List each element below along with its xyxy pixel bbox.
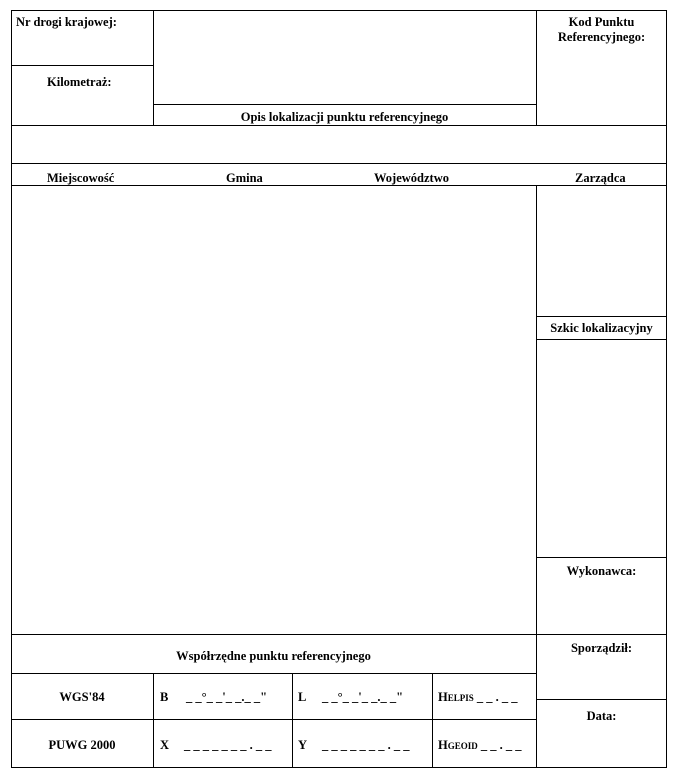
- wykonawca-top-line: [536, 557, 667, 558]
- coords-title-bottom: [11, 673, 536, 674]
- coords-row-divider: [11, 719, 536, 720]
- coords-col-1: [153, 673, 154, 768]
- opis-top-line: [153, 104, 536, 105]
- b-pattern: _ _°_ _'_ _._ _": [186, 690, 268, 704]
- b-label: B: [160, 690, 169, 704]
- l-label: L: [298, 690, 307, 704]
- zarzadca-label: Zarządca: [575, 171, 626, 185]
- header-left-divider: [153, 10, 154, 125]
- miejscowosc-label: Miejscowość: [47, 171, 115, 185]
- szkic-bottom-line: [536, 339, 667, 340]
- h-elips-prefix: H: [438, 690, 448, 704]
- header-bottom-line: [11, 125, 667, 126]
- wgs84-label: WGS'84: [59, 690, 105, 704]
- wykonawca-label: Wykonawca:: [566, 564, 637, 578]
- puwg2000-label: PUWG 2000: [48, 738, 116, 752]
- sporzadzil-top-line: [536, 634, 667, 635]
- szkic-lokalizacyjny-label: Szkic lokalizacyjny: [550, 321, 653, 335]
- nr-kilometraz-divider: [11, 65, 153, 66]
- x-label: X: [160, 738, 170, 752]
- kod-punktu-label-2: Referencyjnego:: [557, 30, 646, 44]
- h-geoid-field: [438, 738, 522, 753]
- szkic-top-line: [536, 316, 667, 317]
- h-geoid-pattern: _ _ . _ _: [480, 738, 522, 752]
- h-geoid-prefix: H: [438, 738, 448, 752]
- coords-col-3: [432, 673, 433, 768]
- x-pattern: _ _ _ _ _ _ _ . _ _: [184, 738, 272, 752]
- y-pattern: _ _ _ _ _ _ _ . _ _: [322, 738, 410, 752]
- h-elips-field: [438, 690, 518, 705]
- coords-top-line: [11, 634, 536, 635]
- nr-drogi-label: Nr drogi krajowej:: [16, 15, 117, 29]
- l-pattern: _ _°_ _'_ _._ _": [322, 690, 404, 704]
- h-geoid-sub: GEOID: [447, 741, 478, 751]
- coords-title: Współrzędne punktu referencyjnego: [176, 649, 371, 663]
- description-band-bottom: [11, 163, 667, 164]
- sporzadzil-label: Sporządził:: [570, 641, 633, 655]
- columns-header-line: [11, 185, 667, 186]
- data-label: Data:: [586, 709, 617, 723]
- y-label: Y: [298, 738, 308, 752]
- wojewodztwo-label: Województwo: [374, 171, 449, 185]
- data-top-line: [536, 699, 667, 700]
- kod-punktu-label-1: Kod Punktu: [568, 15, 635, 29]
- opis-lokalizacji-label: Opis lokalizacji punktu referencyjnego: [240, 110, 449, 124]
- h-elips-pattern: _ _ . _ _: [476, 690, 518, 704]
- side-column-divider: [536, 185, 537, 768]
- coords-col-2: [292, 673, 293, 768]
- kilometraz-label: Kilometraż:: [47, 75, 112, 89]
- h-elips-sub: ELPIS: [447, 693, 474, 703]
- gmina-label: Gmina: [226, 171, 263, 185]
